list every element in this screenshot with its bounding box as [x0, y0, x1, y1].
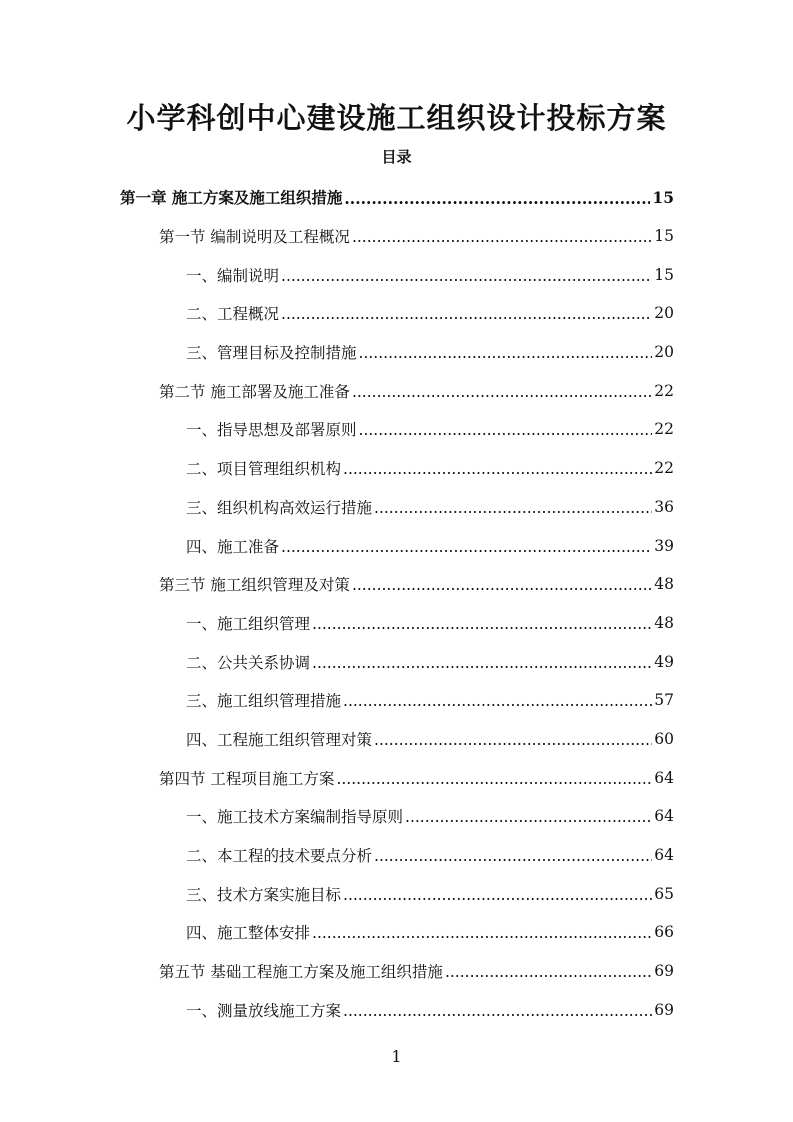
- toc-dot-leader: [352, 576, 652, 594]
- toc-entry-page: 15: [652, 187, 674, 207]
- toc-dot-leader: [445, 963, 652, 981]
- toc-entry-label: 三、技术方案实施目标: [186, 885, 342, 904]
- toc-entry-page: 64: [654, 846, 674, 865]
- toc-dot-leader: [343, 886, 652, 904]
- toc-entry[interactable]: [0, 526, 793, 565]
- toc-entry-label: 四、工程施工组织管理对策: [186, 730, 373, 749]
- toc-entry-page: 65: [654, 884, 674, 903]
- toc-entry[interactable]: [0, 294, 793, 333]
- toc-entry-label: 一、测量放线施工方案: [186, 1001, 342, 1020]
- toc-entry-page: 15: [654, 227, 674, 246]
- toc-entry-page: 20: [654, 304, 674, 323]
- toc-entry[interactable]: [0, 874, 793, 913]
- toc-entry-label: 第四节 工程项目施工方案: [159, 769, 335, 788]
- toc-entry-label: 第三节 施工组织管理及对策: [159, 576, 350, 595]
- toc-entry-label: 三、施工组织管理措施: [186, 692, 342, 711]
- toc-entry[interactable]: [0, 604, 793, 643]
- toc-dot-leader: [344, 189, 650, 208]
- toc-entry[interactable]: [0, 952, 793, 991]
- toc-entry[interactable]: [0, 642, 793, 681]
- toc-dot-leader: [281, 305, 652, 323]
- toc-entry-page: 22: [654, 381, 674, 400]
- toc-entry-label: 第二节 施工部署及施工准备: [159, 382, 350, 401]
- toc-dot-leader: [312, 615, 652, 633]
- toc-entry-label: 第一章 施工方案及施工组织措施: [120, 189, 343, 208]
- toc-entry[interactable]: [0, 333, 793, 372]
- toc-entry[interactable]: [0, 449, 793, 488]
- toc-dot-leader: [343, 1002, 652, 1020]
- toc-entry-page: 49: [654, 652, 674, 671]
- toc-dot-leader: [343, 692, 652, 710]
- toc-entry[interactable]: [0, 720, 793, 759]
- toc-entry[interactable]: [0, 797, 793, 836]
- document-title: 小学科创中心建设施工组织设计投标方案: [126, 101, 667, 135]
- toc-entry-label: 二、本工程的技术要点分析: [186, 847, 373, 866]
- toc-entry-label: 二、工程概况: [186, 305, 280, 324]
- toc-entry-page: 57: [654, 691, 674, 710]
- toc-entry-label: 第五节 基础工程施工方案及施工组织措施: [159, 963, 443, 982]
- toc-entry[interactable]: [0, 758, 793, 797]
- toc-dot-leader: [405, 808, 652, 826]
- toc-dot-leader: [336, 770, 652, 788]
- toc-entry-page: 22: [654, 459, 674, 478]
- toc-entry-label: 二、公共关系协调: [186, 653, 311, 672]
- toc-entry-page: 60: [654, 729, 674, 748]
- toc-entry-page: 48: [654, 613, 674, 632]
- toc-entry-page: 69: [654, 1000, 674, 1019]
- toc-entry-label: 二、项目管理组织机构: [186, 460, 342, 479]
- toc-dot-leader: [281, 267, 652, 285]
- toc-dot-leader: [352, 383, 652, 401]
- toc-entry-label: 一、施工技术方案编制指导原则: [186, 808, 404, 827]
- toc-entry[interactable]: [0, 178, 793, 217]
- toc-dot-leader: [374, 731, 652, 749]
- toc-entry-page: 22: [654, 420, 674, 439]
- toc-entry-label: 四、施工整体安排: [186, 924, 311, 943]
- page-number: 1: [391, 1047, 402, 1066]
- toc-entry-label: 一、指导思想及部署原则: [186, 421, 357, 440]
- toc-entry-label: 一、施工组织管理: [186, 614, 311, 633]
- toc-dot-leader: [359, 421, 653, 439]
- toc-dot-leader: [312, 654, 652, 672]
- toc-entry-page: 64: [654, 768, 674, 787]
- toc-dot-leader: [281, 538, 652, 556]
- toc-dot-leader: [359, 344, 653, 362]
- toc-dot-leader: [312, 924, 652, 942]
- toc-entry-label: 三、组织机构高效运行措施: [186, 498, 373, 517]
- toc-entry[interactable]: [0, 255, 793, 294]
- toc-entry-label: 一、编制说明: [186, 266, 280, 285]
- toc-entry[interactable]: [0, 990, 793, 1029]
- toc-entry[interactable]: [0, 836, 793, 875]
- toc-entry[interactable]: [0, 681, 793, 720]
- toc-dot-leader: [343, 460, 652, 478]
- toc-entry-page: 64: [654, 807, 674, 826]
- toc-entry-label: 三、管理目标及控制措施: [186, 344, 357, 363]
- table-of-contents: [0, 178, 793, 1029]
- toc-entry[interactable]: [0, 410, 793, 449]
- toc-dot-leader: [352, 228, 652, 246]
- toc-entry-page: 39: [654, 536, 674, 555]
- toc-entry-page: 66: [654, 923, 674, 942]
- toc-entry-page: 48: [654, 575, 674, 594]
- toc-dot-leader: [374, 847, 652, 865]
- toc-entry-page: 69: [654, 962, 674, 981]
- toc-entry[interactable]: [0, 371, 793, 410]
- toc-heading: 目录: [381, 148, 412, 166]
- toc-dot-leader: [374, 499, 652, 517]
- toc-entry[interactable]: [0, 217, 793, 256]
- toc-entry-label: 四、施工准备: [186, 537, 280, 556]
- toc-entry-page: 36: [654, 497, 674, 516]
- toc-entry-page: 20: [654, 343, 674, 362]
- toc-entry[interactable]: [0, 913, 793, 952]
- toc-entry[interactable]: [0, 565, 793, 604]
- toc-entry[interactable]: [0, 488, 793, 527]
- toc-entry-page: 15: [654, 265, 674, 284]
- toc-entry-label: 第一节 编制说明及工程概况: [159, 228, 350, 247]
